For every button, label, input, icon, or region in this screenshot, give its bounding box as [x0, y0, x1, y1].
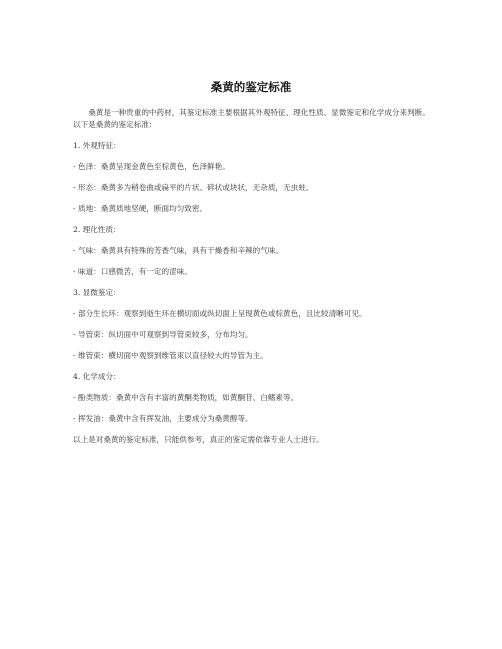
section-heading-microscopic: 3. 显微鉴定：	[73, 287, 121, 297]
section-heading-physicochemical: 2. 理化性质：	[73, 224, 121, 234]
list-item-vascular-bundle: - 维管束：横切面中观察到维管束以直径较大的导管为主。	[73, 350, 268, 360]
list-item-phenolics: - 酚类物质：桑黄中含有丰富的黄酮类物质，如黄酮苷、白鳍素等。	[73, 392, 299, 402]
document-title: 桑黄的鉴定标准	[210, 80, 292, 94]
list-item-texture: - 质地：桑黄质地坚硬，断面均匀致密。	[73, 203, 208, 213]
section-heading-chemical: 4. 化学成分：	[73, 371, 121, 381]
intro-paragraph: 桑黄是一种贵重的中药材，其鉴定标准主要根据其外观特征、理化性质、显微鉴定和化学成分来判断。以下是桑黄的鉴定标准：	[73, 108, 430, 129]
document-body	[73, 107, 431, 446]
list-item-shape: - 形态：桑黄多为稍卷曲或扁平的片状、碎状或块状，无杂质，无虫蛀。	[73, 182, 314, 192]
list-item-volatile-oil: - 挥发油：桑黄中含有挥发油，主要成分为桑黄醇等。	[73, 413, 253, 423]
list-item-vessel-bundle: - 导管束：纵切面中可观察到导管束较多，分布均匀。	[73, 329, 253, 339]
section-heading-appearance: 1. 外观特征：	[73, 140, 121, 150]
list-item-taste: - 味道：口感微苦，有一定的涩味。	[73, 266, 192, 276]
list-item-growth-ring: - 部分生长环：观察到逝生环在横切面或纵切面上呈现黄色或棕黄色，且比较清晰可见。	[73, 308, 367, 318]
closing-paragraph: 以上是对桑黄的鉴定标准，只能供参考，真正的鉴定需依靠专业人士进行。	[73, 434, 324, 444]
list-item-color: - 色泽：桑黄呈现金黄色至棕黄色，色泽鲜艳。	[73, 161, 230, 171]
list-item-smell: - 气味：桑黄具有特殊的芳香气味，具有干燥香和辛辣的气味。	[73, 245, 284, 255]
